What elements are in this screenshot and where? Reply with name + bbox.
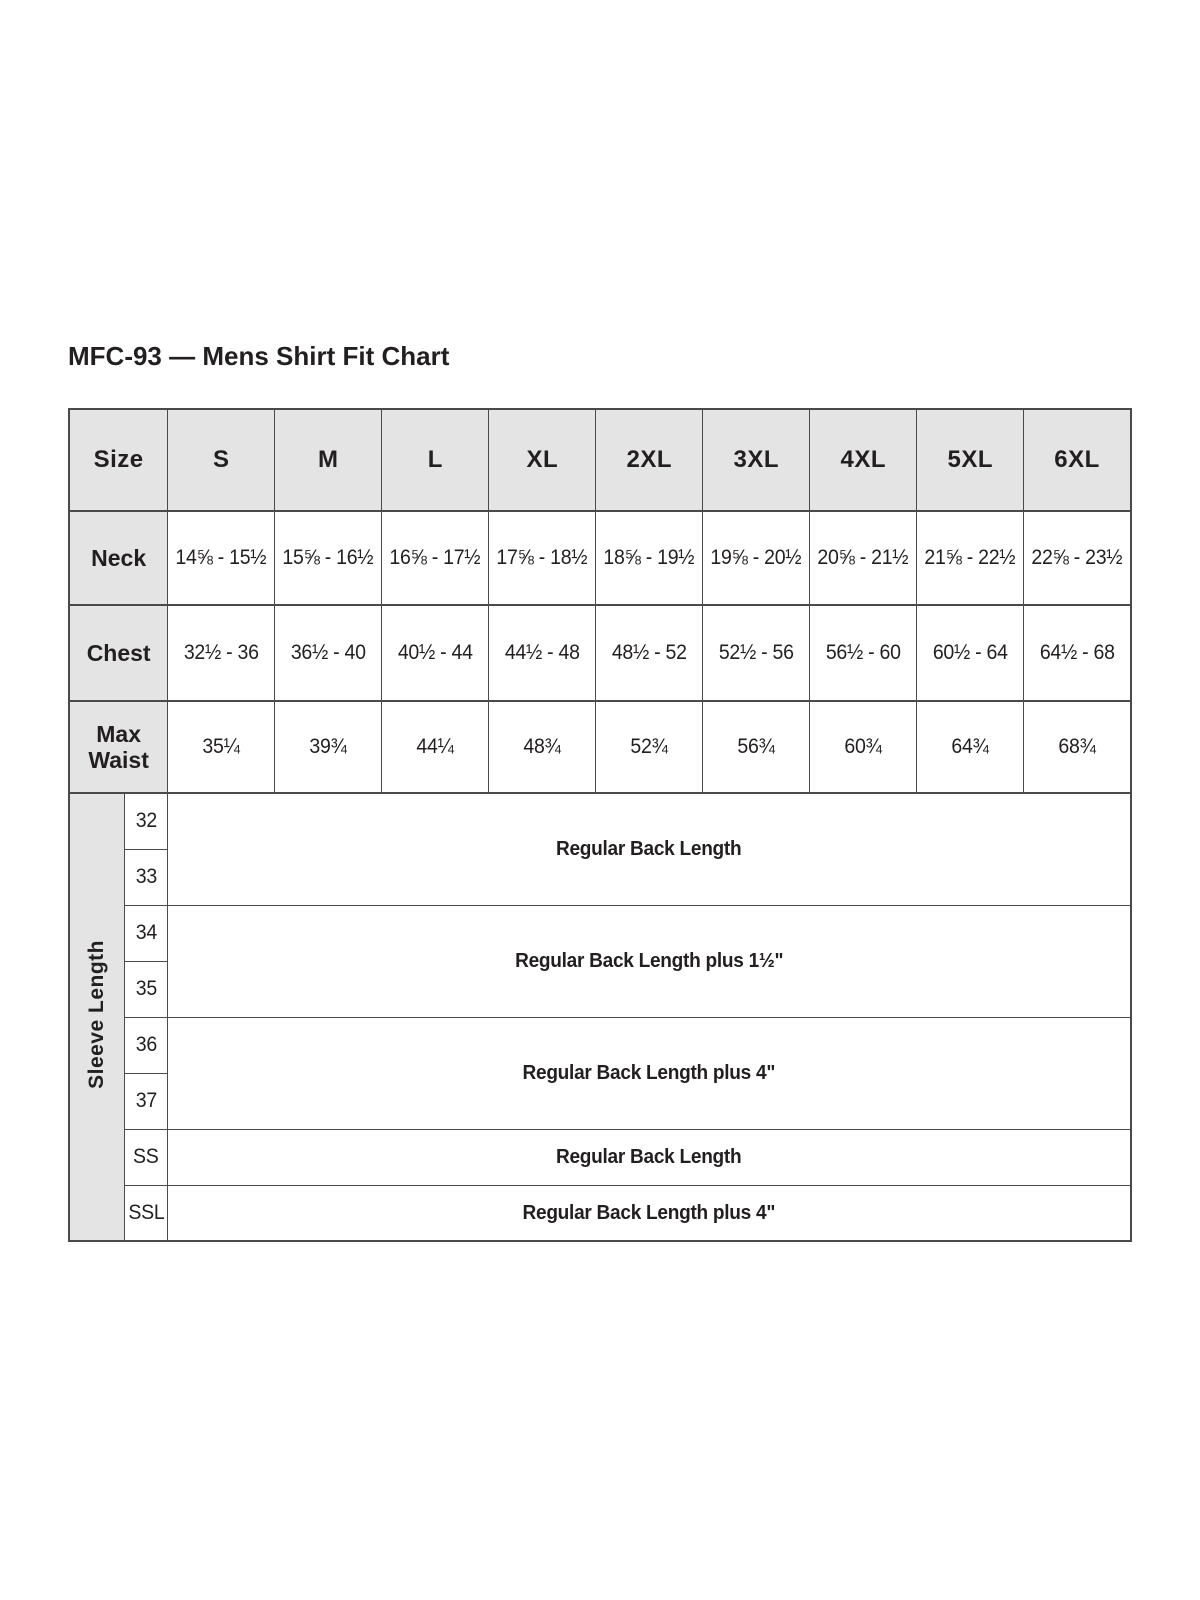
chest-value-cell-2xl-text: 48½ - 52 bbox=[611, 641, 687, 664]
neck-row bbox=[69, 511, 1131, 605]
neck-label-cell: Neck bbox=[69, 511, 168, 605]
back-length-cell-2 bbox=[168, 1017, 1131, 1129]
back-length-cell-4 bbox=[168, 1185, 1131, 1241]
max-waist-value-cell-s bbox=[168, 701, 275, 793]
sleeve-size-cell-ssl-text: SSL bbox=[127, 1200, 164, 1224]
neck-value-cell-m-text: 15⅝ - 16½ bbox=[282, 546, 374, 569]
neck-value-cell-3xl bbox=[703, 511, 810, 605]
max-waist-value-cell-6xl-text: 68¾ bbox=[1058, 735, 1096, 758]
sleeve-length-label-cell bbox=[69, 793, 124, 1241]
neck-value-cell-s-text: 14⅝ - 15½ bbox=[175, 546, 267, 569]
max-waist-value-cell-5xl-text: 64¾ bbox=[951, 735, 989, 758]
back-length-cell-0 bbox=[168, 793, 1131, 905]
back-length-cell-3-text: Regular Back Length bbox=[556, 1145, 742, 1168]
sleeve-length-label-text: Sleeve Length bbox=[84, 940, 108, 1089]
max-waist-value-cell-m bbox=[275, 701, 382, 793]
neck-value-cell-6xl-text: 22⅝ - 23½ bbox=[1031, 546, 1123, 569]
neck-value-cell-5xl-text: 21⅝ - 22½ bbox=[924, 546, 1016, 569]
neck-value-cell-4xl bbox=[810, 511, 917, 605]
sleeve-size-cell-36 bbox=[124, 1017, 168, 1073]
chest-value-cell-s-text: 32½ - 36 bbox=[183, 641, 259, 664]
max-waist-value-cell-6xl bbox=[1024, 701, 1131, 793]
sleeve-row-34 bbox=[69, 905, 1131, 961]
sleeve-size-cell-37-text: 37 bbox=[135, 1089, 157, 1112]
chest-value-cell-m-text: 36½ - 40 bbox=[290, 641, 366, 664]
back-length-cell-1-text: Regular Back Length plus 1½" bbox=[514, 949, 784, 972]
size-header-cell-s: S bbox=[168, 409, 275, 511]
chest-value-cell-s bbox=[168, 605, 275, 701]
neck-value-cell-l-text: 16⅝ - 17½ bbox=[389, 546, 481, 569]
chest-value-cell-6xl-text: 64½ - 68 bbox=[1039, 641, 1115, 664]
sleeve-size-cell-34 bbox=[124, 905, 168, 961]
chest-label-cell: Chest bbox=[69, 605, 168, 701]
max-waist-value-cell-4xl-text: 60¾ bbox=[844, 735, 882, 758]
chest-value-cell-4xl-text: 56½ - 60 bbox=[825, 641, 901, 664]
size-header-cell-5xl: 5XL bbox=[917, 409, 1024, 511]
neck-value-cell-3xl-text: 19⅝ - 20½ bbox=[710, 546, 802, 569]
size-header-cell-2xl: 2XL bbox=[596, 409, 703, 511]
sleeve-row-32 bbox=[69, 793, 1131, 849]
max-waist-value-cell-3xl bbox=[703, 701, 810, 793]
chest-value-cell-4xl bbox=[810, 605, 917, 701]
neck-value-cell-2xl bbox=[596, 511, 703, 605]
neck-value-cell-5xl bbox=[917, 511, 1024, 605]
neck-value-cell-xl bbox=[489, 511, 596, 605]
sleeve-size-cell-34-text: 34 bbox=[135, 921, 157, 944]
back-length-cell-3 bbox=[168, 1129, 1131, 1185]
chest-value-cell-xl-text: 44½ - 48 bbox=[504, 641, 580, 664]
size-corner-cell: Size bbox=[69, 409, 168, 511]
sleeve-size-cell-ss-text: SS bbox=[133, 1145, 159, 1168]
sleeve-size-cell-ssl bbox=[124, 1185, 168, 1241]
chest-value-cell-m bbox=[275, 605, 382, 701]
chest-value-cell-5xl-text: 60½ - 64 bbox=[932, 641, 1008, 664]
neck-value-cell-m bbox=[275, 511, 382, 605]
back-length-cell-0-text: Regular Back Length bbox=[556, 837, 742, 861]
neck-value-cell-s bbox=[168, 511, 275, 605]
max-waist-value-cell-l bbox=[382, 701, 489, 793]
neck-value-cell-xl-text: 17⅝ - 18½ bbox=[496, 546, 588, 569]
max-waist-value-cell-xl bbox=[489, 701, 596, 793]
size-header-cell-3xl: 3XL bbox=[703, 409, 810, 511]
sleeve-size-cell-35 bbox=[124, 961, 168, 1017]
max-waist-value-cell-2xl bbox=[596, 701, 703, 793]
sleeve-row-ssl bbox=[69, 1185, 1131, 1241]
neck-value-cell-6xl bbox=[1024, 511, 1131, 605]
max-waist-value-cell-xl-text: 48¾ bbox=[523, 735, 561, 758]
fit-chart-table bbox=[68, 408, 1132, 1242]
neck-value-cell-l bbox=[382, 511, 489, 605]
neck-value-cell-2xl-text: 18⅝ - 19½ bbox=[603, 546, 695, 569]
header-row bbox=[69, 409, 1131, 511]
chest-value-cell-xl bbox=[489, 605, 596, 701]
back-length-cell-1 bbox=[168, 905, 1131, 1017]
neck-value-cell-4xl-text: 20⅝ - 21½ bbox=[817, 546, 909, 569]
max-waist-value-cell-4xl bbox=[810, 701, 917, 793]
max-waist-value-cell-s-text: 35¼ bbox=[202, 735, 240, 758]
sleeve-row-ss bbox=[69, 1129, 1131, 1185]
sleeve-size-cell-37 bbox=[124, 1073, 168, 1129]
chest-value-cell-l-text: 40½ - 44 bbox=[397, 641, 473, 664]
max-waist-value-cell-m-text: 39¾ bbox=[309, 735, 347, 758]
max-waist-value-cell-l-text: 44¼ bbox=[416, 735, 454, 758]
max-waist-value-cell-3xl-text: 56¾ bbox=[737, 735, 775, 758]
max-waist-label-cell: Max Waist bbox=[69, 701, 168, 793]
sleeve-size-cell-32 bbox=[124, 793, 168, 849]
max-waist-value-cell-2xl-text: 52¾ bbox=[630, 735, 668, 758]
size-header-cell-6xl: 6XL bbox=[1024, 409, 1131, 511]
sleeve-size-cell-35-text: 35 bbox=[135, 977, 157, 1000]
chest-value-cell-l bbox=[382, 605, 489, 701]
size-header-cell-l: L bbox=[382, 409, 489, 511]
chest-value-cell-5xl bbox=[917, 605, 1024, 701]
sleeve-size-cell-32-text: 32 bbox=[135, 809, 157, 833]
chest-row bbox=[69, 605, 1131, 701]
page-title: MFC-93 — Mens Shirt Fit Chart bbox=[68, 341, 450, 371]
size-header-cell-m: M bbox=[275, 409, 382, 511]
chest-value-cell-3xl-text: 52½ - 56 bbox=[718, 641, 794, 664]
sleeve-size-cell-ss bbox=[124, 1129, 168, 1185]
sleeve-size-cell-33 bbox=[124, 849, 168, 905]
chest-value-cell-6xl bbox=[1024, 605, 1131, 701]
chest-value-cell-3xl bbox=[703, 605, 810, 701]
back-length-cell-4-text: Regular Back Length plus 4" bbox=[522, 1200, 776, 1224]
max-waist-row bbox=[69, 701, 1131, 793]
sleeve-size-cell-36-text: 36 bbox=[135, 1033, 157, 1056]
sleeve-row-36 bbox=[69, 1017, 1131, 1073]
sleeve-size-cell-33-text: 33 bbox=[135, 865, 157, 888]
back-length-cell-2-text: Regular Back Length plus 4" bbox=[522, 1061, 776, 1084]
max-waist-value-cell-5xl bbox=[917, 701, 1024, 793]
chest-value-cell-2xl bbox=[596, 605, 703, 701]
size-header-cell-4xl: 4XL bbox=[810, 409, 917, 511]
size-header-cell-xl: XL bbox=[489, 409, 596, 511]
